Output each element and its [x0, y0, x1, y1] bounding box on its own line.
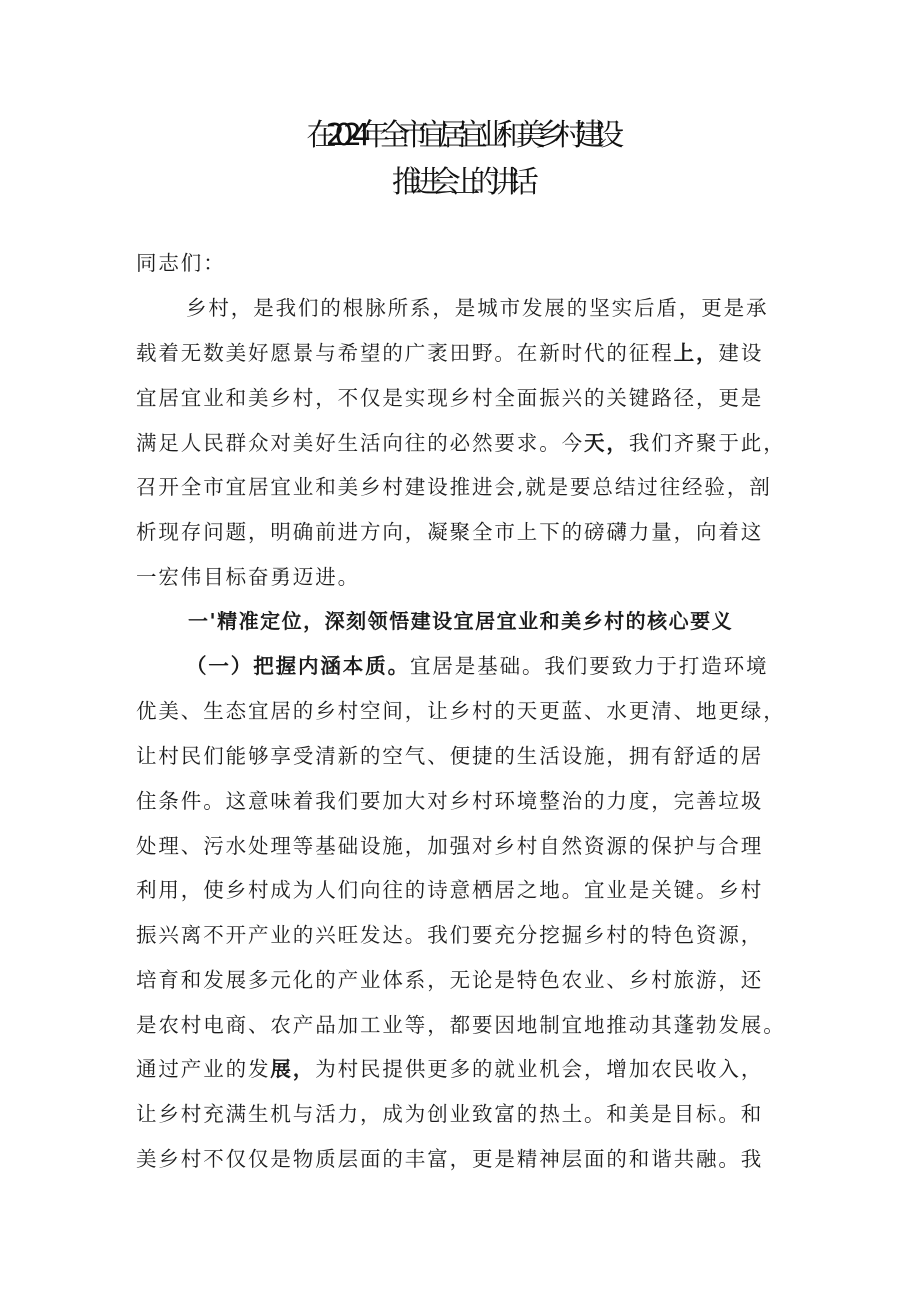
section-heading-1: 一'精准定位，深刻领悟建设宜居宜业和美乡村的核心要义	[188, 609, 734, 633]
paragraph-line: 培育和发展多元化的产业体系，无论是特色农业、乡村旅游，还	[136, 968, 764, 992]
document-title-line-1: 在2024年全市宜居宜业和美乡村建设	[306, 118, 614, 153]
bold-text: 展，	[270, 1057, 316, 1081]
paragraph-line: 满足人民群众对美好生活向往的必然要求。今天，我们齐聚于此，	[136, 431, 786, 455]
paragraph-line: 美乡村不仅仅是物质层面的丰富，更是精神层面的和谐共融。我	[136, 1147, 764, 1171]
paragraph-line: 让村民们能够享受清新的空气、便捷的生活设施，拥有舒适的居	[136, 744, 764, 768]
paragraph-line: 宜居宜业和美乡村，不仅是实现乡村全面振兴的关键路径，更是	[136, 386, 764, 410]
paragraph-line: 住条件。这意味着我们要加大对乡村环境整治的力度，完善垃圾	[136, 789, 764, 813]
paragraph-line: 处理、污水处理等基础设施，加强对乡村自然资源的保护与合理	[136, 834, 764, 858]
paragraph-line: 载着无数美好愿景与希望的广袤田野。在新时代的征程上，建设	[136, 341, 764, 365]
paragraph-line: 优美、生态宜居的乡村空间，让乡村的天更蓝、水更清、地更绿，	[136, 699, 786, 723]
paragraph-line: 利用，使乡村成为人们向往的诗意栖居之地。宜业是关键。乡村	[136, 878, 764, 902]
paragraph-line: 一宏伟目标奋勇迈进。	[136, 565, 360, 589]
paragraph-line: 通过产业的发展，为村民提供更多的就业机会，增加农民收入，	[136, 1057, 764, 1081]
document-title-line-2: 推进会上的讲话	[391, 165, 529, 200]
paragraph-line: 是农村电商、农产品加工业等，都要因地制宜地推动其蓬勃发展。	[136, 1013, 786, 1037]
bold-text: 上，	[673, 341, 719, 365]
salutation: 同志们：	[136, 251, 226, 275]
paragraph-line: 乡村，是我们的根脉所系，是城市发展的坚实后盾，更是承	[186, 296, 769, 320]
paragraph-line: 召开全市宜居宜业和美乡村建设推进会,就是要总结过往经验，剖	[136, 475, 772, 499]
paragraph-line: 振兴离不开产业的兴旺发达。我们要充分挖掘乡村的特色资源，	[136, 923, 764, 947]
paragraph-line: 让乡村充满生机与活力，成为创业致富的热土。和美是目标。和	[136, 1102, 764, 1126]
paragraph-line: 析现存问题，明确前进方向，凝聚全市上下的磅礴力量，向着这	[136, 520, 764, 544]
bold-text: 天，	[584, 431, 629, 455]
subsection-line: （一）把握内涵本质。宜居是基础。我们要致力于打造环境	[186, 654, 769, 678]
subsection-label: （一）把握内涵本质。	[186, 654, 410, 678]
